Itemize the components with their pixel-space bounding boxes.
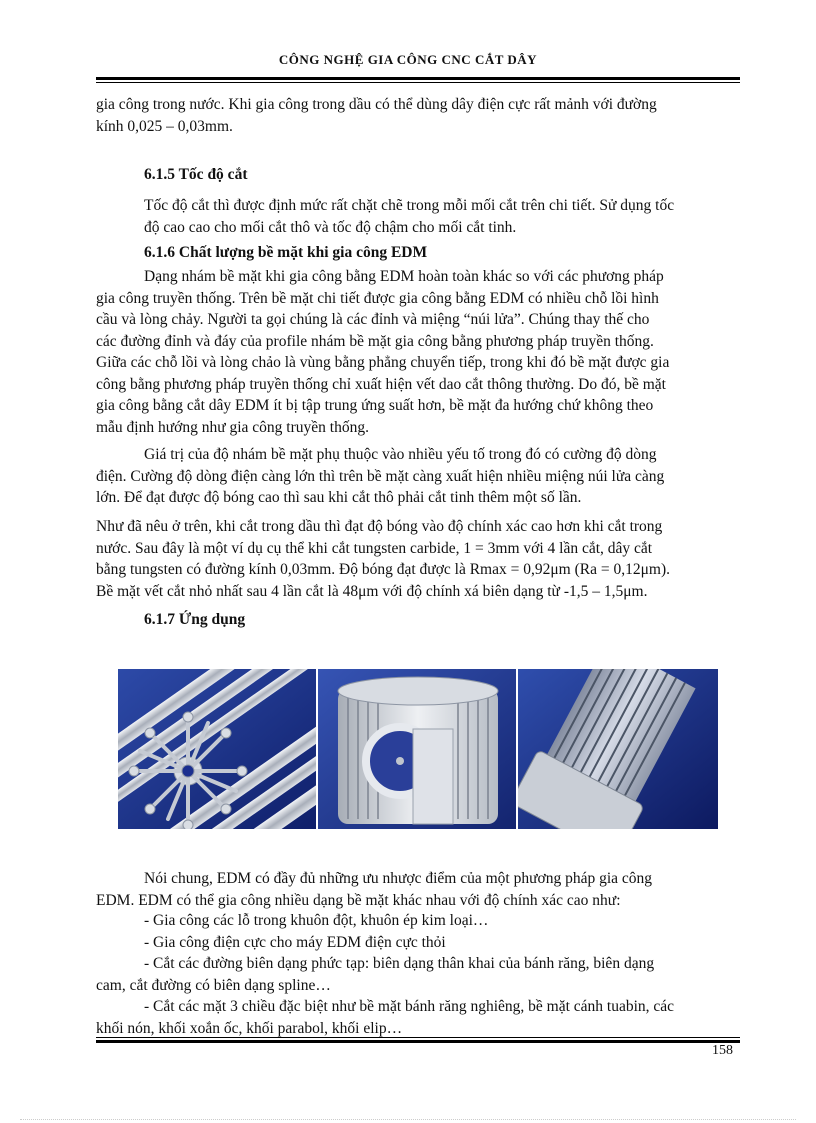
running-header: CÔNG NGHỆ GIA CÔNG CNC CẮT DÂY bbox=[278, 52, 538, 67]
text-line: cầu và lòng chảy. Người ta gọi chúng là các đỉnh và miệng “núi lửa”. Chúng thay thế cho bbox=[96, 311, 650, 328]
text-line: Giá trị của độ nhám bề mặt phụ thuộc vào nhiều yếu tố trong đó có cường độ dòng bbox=[144, 446, 657, 463]
text-line: Nói chung, EDM có đầy đủ những ưu nhược điểm của một phương pháp gia công bbox=[144, 870, 653, 887]
list-item: - Gia công các lỗ trong khuôn đột, khuôn ép kim loại… bbox=[144, 912, 489, 929]
text-line: điện. Cường độ dòng điện càng lớn thì trên bề mặt càng xuất hiện nhiều miệng núi lửa càng bbox=[96, 467, 665, 485]
text-line: gia công bằng cắt dây EDM ít bị tập trung ứng suất hơn, bề mặt đa hướng chứ không theo bbox=[96, 397, 654, 414]
text-line: EDM. EDM có thể gia công nhiều dạng bề mặt khác nhau với độ chính xác cao như: bbox=[96, 891, 621, 909]
text-line: công bằng phương pháp truyền thống chỉ xuất hiện vết dao cắt thông thường. Do đó, bề mặt bbox=[96, 375, 666, 393]
text-line: Như đã nêu ở trên, khi cắt trong dầu thì đạt độ bóng vào độ chính xác cao hơn khi cắt trong bbox=[96, 518, 663, 535]
text-line: Tốc độ cắt thì được định mức rất chặt chẽ trong mỗi mối cắt trên chi tiết. Sử dụng tốc bbox=[144, 197, 675, 214]
roughness-paragraph-1 bbox=[96, 266, 740, 438]
text-line: các đường đỉnh và đáy của profile nhám bề mặt gia công bằng phương pháp truyền thống. bbox=[96, 332, 654, 350]
roughness-paragraph-3 bbox=[96, 516, 740, 602]
text-line: gia công truyền thống. Trên bề mặt chi tiết được gia công bằng EDM có nhiều chỗ lồi hình bbox=[96, 289, 659, 307]
list-item: - Gia công điện cực cho máy EDM điện cực thỏi bbox=[144, 933, 446, 951]
roughness-paragraph-2 bbox=[96, 444, 740, 509]
footer-rule-thin bbox=[96, 1037, 740, 1038]
section-heading-6-1-5: 6.1.5 Tốc độ cắt bbox=[144, 166, 248, 183]
text-line: độ cao cao cho mối cắt thô và tốc độ chậm cho mối cắt tinh. bbox=[144, 218, 517, 236]
text-line: kính 0,025 – 0,03mm. bbox=[96, 117, 233, 135]
application-list bbox=[96, 910, 740, 1039]
star-profile-parts-photo bbox=[118, 669, 316, 829]
section-heading-6-1-7: 6.1.7 Ứng dụng bbox=[144, 611, 246, 628]
intro-paragraph bbox=[96, 94, 740, 137]
list-item-continuation: cam, cắt đường có biên dạng spline… bbox=[96, 976, 331, 994]
page-edge-divider bbox=[20, 1119, 796, 1120]
text-line: mẫu định hướng như gia công truyền thống. bbox=[96, 418, 369, 436]
radial-heatsink-photo bbox=[318, 669, 516, 829]
application-paragraph bbox=[96, 868, 740, 911]
page-number: 158 bbox=[712, 1043, 733, 1058]
section-heading-6-1-6: 6.1.6 Chất lượng bề mặt khi gia công EDM bbox=[144, 244, 428, 261]
text-line: nước. Sau đây là một ví dụ cụ thể khi cắt tungsten carbide, 1 = 3mm với 4 lần cắt, dây cắt bbox=[96, 539, 653, 557]
edm-application-figure bbox=[118, 669, 718, 829]
list-item-continuation: khối nón, khối xoắn ốc, khối parabol, khối elip… bbox=[96, 1019, 403, 1037]
list-item: - Cắt các mặt 3 chiều đặc biệt như bề mặt bánh răng nghiêng, bề mặt cánh tuabin, các bbox=[144, 998, 675, 1015]
text-line: gia công trong nước. Khi gia công trong dầu có thể dùng dây điện cực rất mảnh với đường bbox=[96, 96, 657, 113]
text-line: lớn. Để đạt được độ bóng cao thì sau khi cắt thô phải cắt tinh thêm một số lần. bbox=[96, 489, 582, 506]
text-line: Dạng nhám bề mặt khi gia công bằng EDM hoàn toàn khác so với các phương pháp bbox=[144, 268, 664, 285]
text-line: Bề mặt vết cắt nhỏ nhất sau 4 lần cắt là 48μm với độ chính xá biên dạng từ -1,5 – 1,5μm. bbox=[96, 582, 648, 600]
list-item: - Cắt các đường biên dạng phức tạp: biên dạng thân khai của bánh răng, biên dạng bbox=[144, 955, 655, 972]
speed-paragraph bbox=[144, 195, 740, 238]
text-line: Giữa các chỗ lồi và lòng chảo là vùng bằng phẳng chuyển tiếp, trong khi đó bề mặt được gia bbox=[96, 354, 670, 371]
comb-fin-part-photo bbox=[518, 669, 718, 829]
text-line: bằng tungsten có đường kính 0,03mm. Độ bóng đạt được là Rmax = 0,92μm (Ra = 0,12μm). bbox=[96, 561, 670, 578]
header-rule-thin bbox=[96, 82, 740, 83]
header-rule-thick bbox=[96, 77, 740, 80]
footer-rule-thick bbox=[96, 1040, 740, 1043]
